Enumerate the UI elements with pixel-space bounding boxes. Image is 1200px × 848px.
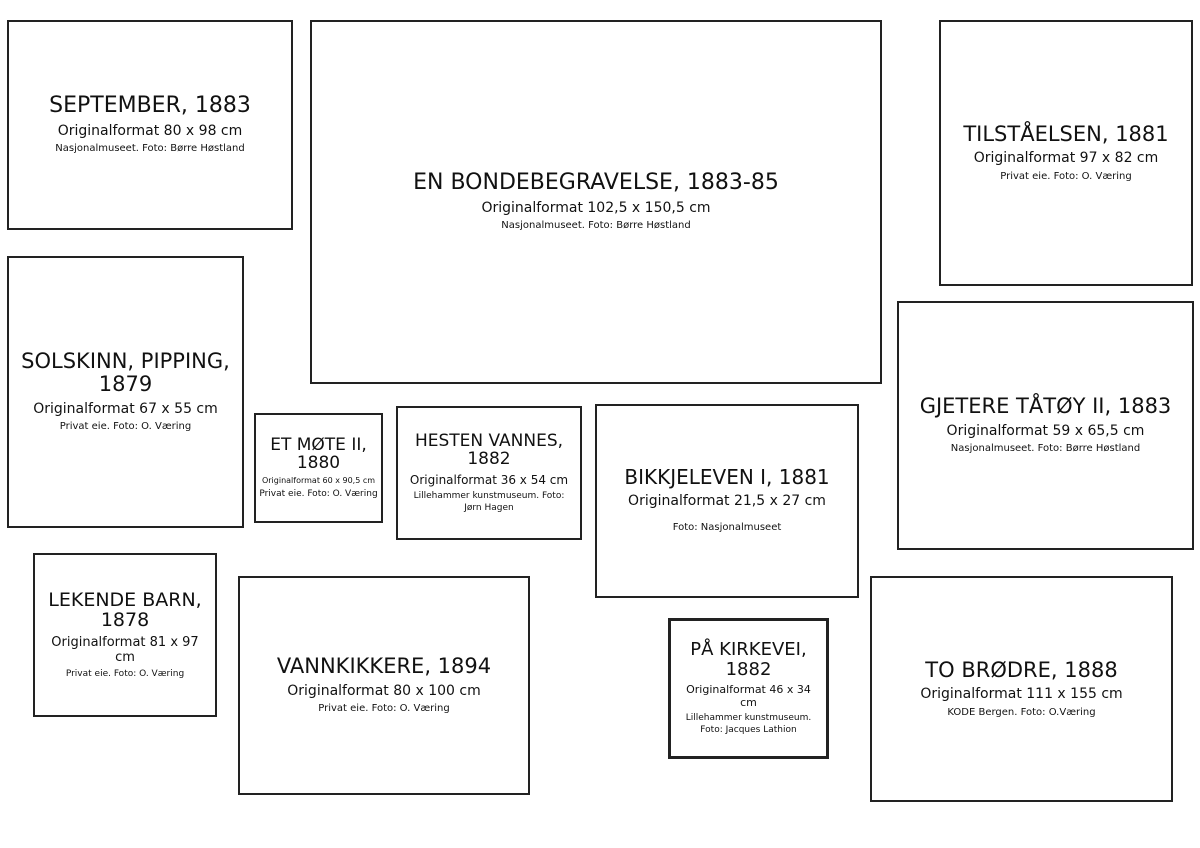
painting-frame-vannkikkere xyxy=(238,576,530,795)
painting-format: Originalformat 102,5 x 150,5 cm xyxy=(481,199,711,216)
painting-credit: KODE Bergen. Foto: O.Væring xyxy=(947,706,1096,718)
painting-format: Originalformat 97 x 82 cm xyxy=(973,150,1159,167)
painting-credit: Nasjonalmuseet. Foto: Børre Høstland xyxy=(950,443,1141,455)
painting-frame-september xyxy=(7,20,293,230)
painting-title: EN BONDEBEGRAVELSE, 1883-85 xyxy=(413,170,779,196)
painting-title: SEPTEMBER, 1883 xyxy=(49,93,251,119)
painting-credit: Privat eie. Foto: O. Væring xyxy=(1000,170,1132,182)
painting-frame-bikkjeleven-i xyxy=(595,404,859,598)
painting-credit: Foto: Nasjonalmuseet xyxy=(672,522,782,534)
painting-title: BIKKJELEVEN I, 1881 xyxy=(624,465,830,489)
painting-title: VANNKIKKERE, 1894 xyxy=(276,654,492,679)
painting-credit: Privat eie. Foto: O. Væring xyxy=(259,488,378,499)
painting-credit: Privat eie. Foto: O. Væring xyxy=(65,669,185,680)
painting-frame-hesten-vannes xyxy=(396,406,582,540)
painting-title: ET MØTE II, 1880 xyxy=(270,435,367,474)
painting-frame-gjetere-tatoy-ii xyxy=(897,301,1194,550)
painting-frame-et-mote-ii xyxy=(254,413,383,523)
painting-format: Originalformat 80 x 98 cm xyxy=(57,122,243,139)
painting-title: PÅ KIRKEVEI, 1882 xyxy=(690,639,807,680)
painting-title: LEKENDE BARN, 1878 xyxy=(48,588,202,632)
painting-format: Originalformat 46 x 34 cm xyxy=(686,683,811,710)
painting-format: Originalformat 80 x 100 cm xyxy=(287,682,481,699)
painting-credit: Nasjonalmuseet. Foto: Børre Høstland xyxy=(55,143,245,155)
painting-credit: Privat eie. Foto: O. Væring xyxy=(59,421,192,433)
painting-title: TILSTÅELSEN, 1881 xyxy=(963,121,1169,146)
painting-format: Originalformat 59 x 65,5 cm xyxy=(946,422,1145,439)
painting-frame-to-brodre xyxy=(870,576,1173,802)
painting-credit: Lillehammer kunstmuseum. Foto: Jørn Hagen xyxy=(413,490,565,514)
painting-format: Originalformat 111 x 155 cm xyxy=(920,686,1123,703)
painting-frame-tilstaelsen xyxy=(939,20,1193,286)
painting-format: Originalformat 60 x 90,5 cm xyxy=(261,475,376,485)
painting-credit: Nasjonalmuseet. Foto: Børre Høstland xyxy=(501,220,691,232)
painting-frame-lekende-barn xyxy=(33,553,217,717)
painting-credit: Lillehammer kunstmuseum. Foto: Jacques Lathion xyxy=(685,713,812,736)
painting-format: Originalformat 67 x 55 cm xyxy=(33,400,218,417)
painting-credit: Privat eie. Foto: O. Væring xyxy=(318,703,450,715)
painting-title: GJETERE TÅTØY II, 1883 xyxy=(919,394,1172,419)
painting-format: Originalformat 36 x 54 cm xyxy=(409,472,569,487)
painting-frame-pa-kirkevei xyxy=(668,618,829,759)
painting-title: SOLSKINN, PIPPING, 1879 xyxy=(21,349,230,397)
painting-title: TO BRØDRE, 1888 xyxy=(925,657,1118,682)
painting-frame-solskinn-pipping xyxy=(7,256,244,528)
painting-format: Originalformat 81 x 97 cm xyxy=(51,635,199,666)
painting-title: HESTEN VANNES, 1882 xyxy=(414,430,564,470)
painting-format: Originalformat 21,5 x 27 cm xyxy=(628,493,826,510)
painting-frame-en-bondebegravelse xyxy=(310,20,882,384)
